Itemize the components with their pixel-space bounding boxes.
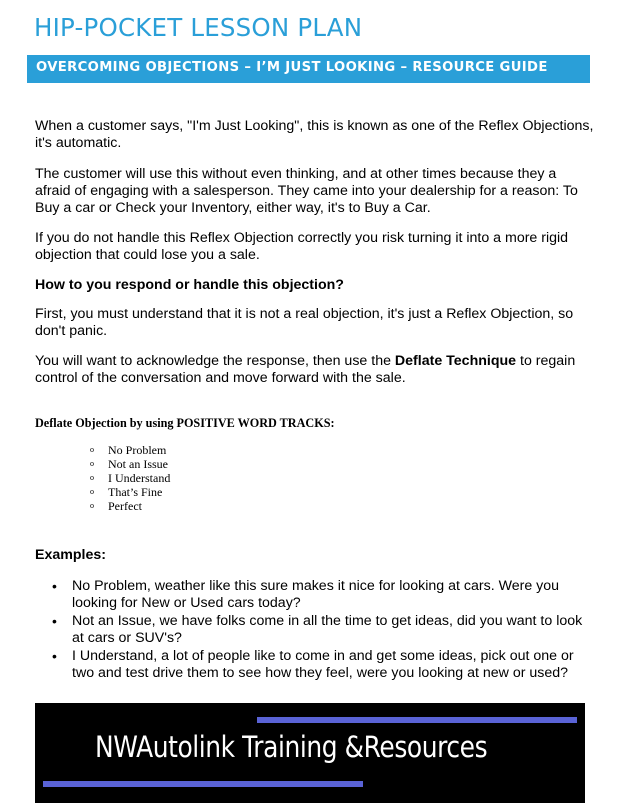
list-item bbox=[90, 499, 170, 513]
examples-heading: Examples: bbox=[35, 547, 106, 563]
word-tracks-list bbox=[90, 443, 170, 513]
examples-list bbox=[52, 578, 597, 683]
question-heading: How to you respond or handle this objection? bbox=[35, 277, 344, 293]
word-track-label: That’s Fine bbox=[108, 485, 163, 499]
deflate-text-after: to regain control of the conversation and move forward with the sale. bbox=[35, 353, 576, 386]
footer-logo-text: NWAutolink Training &Resources bbox=[95, 730, 488, 764]
intro-paragraph-1: When a customer says, "I'm Just Looking", this is known as one of the Reflex Objections, it's automatic. bbox=[35, 118, 594, 151]
circle-bullet-icon: o bbox=[90, 445, 94, 454]
list-item bbox=[52, 613, 597, 647]
list-item bbox=[52, 648, 597, 682]
word-track-label: I Understand bbox=[108, 471, 171, 485]
example-text: I Understand, a lot of people like to come in and get some ideas, pick out one or two and test drive them to see how they feel, were you looking at new or used? bbox=[72, 648, 574, 681]
paragraph-understand: First, you must understand that it is not a real objection, it's just a Reflex Objection, so don't panic. bbox=[35, 306, 574, 339]
circle-bullet-icon: o bbox=[90, 473, 94, 482]
word-track-label: Perfect bbox=[108, 499, 142, 513]
footer-accent-bar-top bbox=[257, 717, 577, 723]
list-item bbox=[90, 443, 170, 457]
list-item bbox=[52, 578, 597, 612]
bullet-icon: • bbox=[52, 578, 57, 594]
subtitle-text: OVERCOMING OBJECTIONS – I’M JUST LOOKING – RESOURCE GUIDE bbox=[36, 60, 548, 75]
list-item bbox=[90, 485, 170, 499]
list-item bbox=[90, 471, 170, 485]
word-track-label: No Problem bbox=[108, 443, 167, 457]
deflate-text-before: You will want to acknowledge the response, then use the bbox=[35, 353, 395, 369]
circle-bullet-icon: o bbox=[90, 459, 94, 468]
circle-bullet-icon: o bbox=[90, 501, 94, 510]
word-track-label: Not an Issue bbox=[108, 457, 168, 471]
page-title: HIP-POCKET LESSON PLAN bbox=[34, 13, 363, 42]
intro-paragraph-2: The customer will use this without even thinking, and at other times because they a afraid of engaging with a salesperson. They came into your dealership for a reason: To Buy a car or Check your Inventory, either way, it's to Buy a Car. bbox=[35, 166, 578, 216]
footer-accent-bar-bottom bbox=[43, 781, 363, 787]
subtitle-banner bbox=[27, 55, 590, 83]
intro-paragraph-3: If you do not handle this Reflex Objection correctly you risk turning it into a more rigid objection that could lose you a sale. bbox=[35, 230, 569, 263]
deflate-heading: Deflate Objection by using POSITIVE WORD TRACKS: bbox=[35, 416, 335, 430]
bullet-icon: • bbox=[52, 613, 57, 629]
example-text: No Problem, weather like this sure makes it nice for looking at cars. Were you looking for New or Used cars today? bbox=[72, 578, 560, 611]
paragraph-deflate-technique bbox=[35, 353, 595, 387]
deflate-technique-term: Deflate Technique bbox=[394, 353, 517, 369]
example-text: Not an Issue, we have folks come in all the time to get ideas, did you want to look at cars or SUV's? bbox=[72, 613, 583, 646]
circle-bullet-icon: o bbox=[90, 487, 94, 496]
list-item bbox=[90, 457, 170, 471]
bullet-icon: • bbox=[52, 648, 57, 664]
footer-logo-banner bbox=[35, 703, 585, 803]
